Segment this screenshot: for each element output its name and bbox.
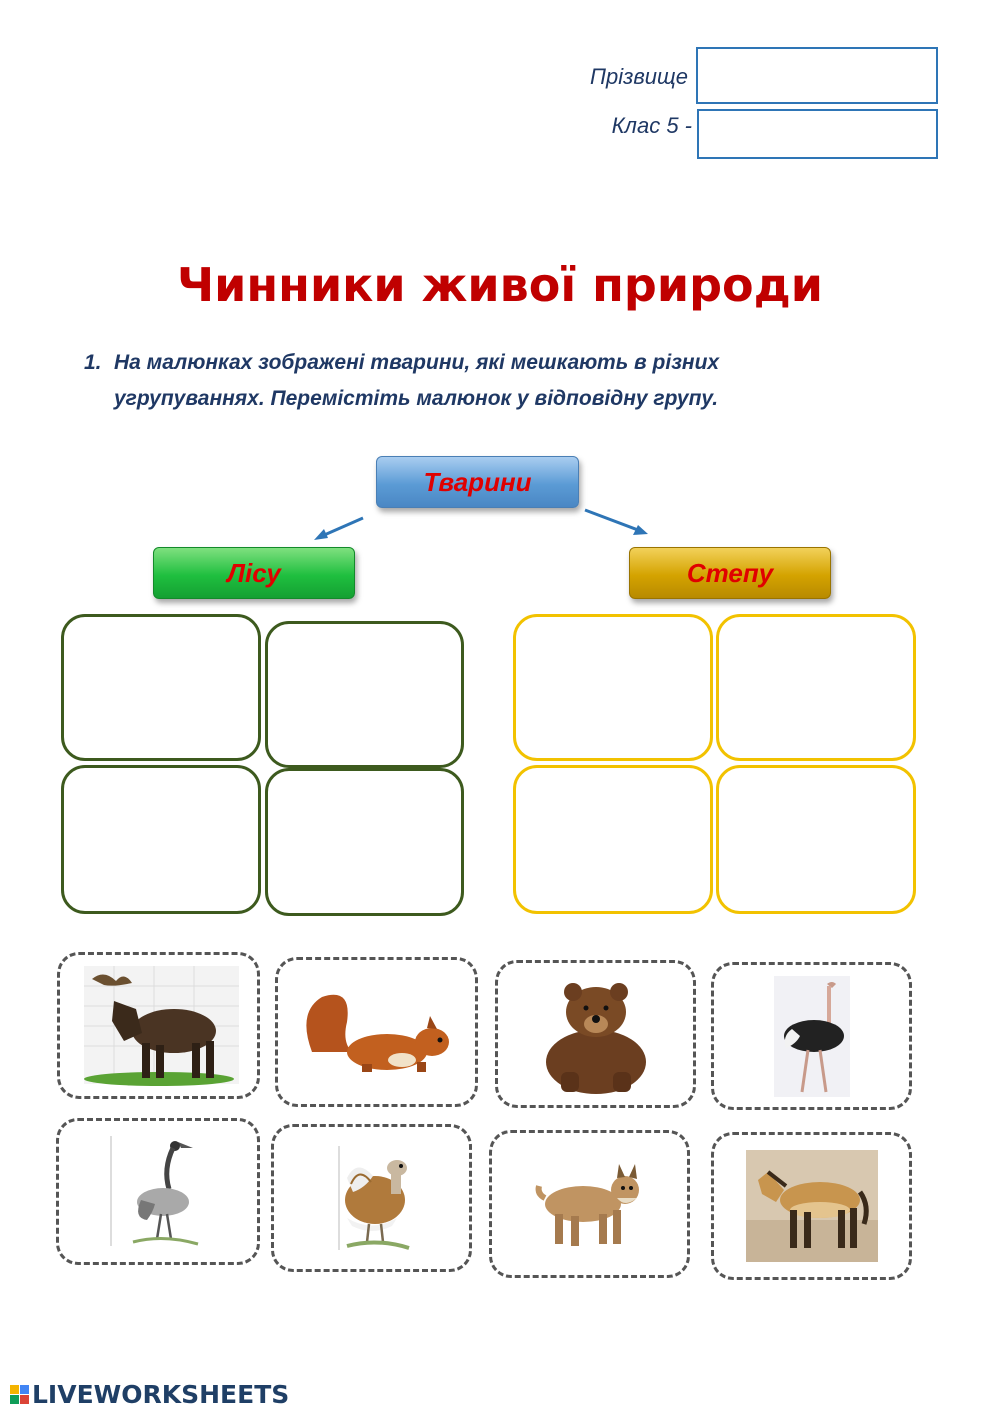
moose-image	[74, 961, 244, 1091]
instruction-line-2: угрупуваннях. Перемістіть малюнок у відповідну групу.	[114, 387, 719, 410]
crane-image	[103, 1134, 213, 1249]
steppe-drop-zone-1[interactable]	[513, 614, 713, 761]
forest-drop-zone-2[interactable]	[265, 621, 464, 768]
card-bear[interactable]	[495, 960, 696, 1108]
steppe-drop-zone-2[interactable]	[716, 614, 916, 761]
wild-horse-image	[746, 1150, 878, 1262]
instruction-number: 1.	[84, 351, 102, 374]
page-title: Чинники живої природи	[176, 258, 824, 312]
forest-drop-zone-3[interactable]	[61, 765, 261, 914]
category-forest: Лісу	[153, 547, 355, 599]
card-ostrich[interactable]	[711, 962, 912, 1110]
card-moose[interactable]	[57, 952, 260, 1099]
surname-input[interactable]	[696, 47, 938, 104]
instruction	[84, 345, 844, 417]
card-crane[interactable]	[56, 1118, 260, 1265]
category-steppe: Степу	[629, 547, 831, 599]
surname-label: Прізвище	[590, 64, 688, 89]
lynx-image	[525, 1154, 655, 1254]
squirrel-image	[292, 982, 462, 1082]
steppe-drop-zone-3[interactable]	[513, 765, 713, 914]
class-input[interactable]	[697, 109, 938, 159]
bustard-image	[317, 1138, 427, 1258]
card-bustard[interactable]	[271, 1124, 472, 1272]
liveworksheets-logo	[10, 1380, 289, 1409]
card-squirrel[interactable]	[275, 957, 478, 1107]
class-label: Клас 5 -	[611, 113, 692, 138]
category-animals: Тварини	[376, 456, 579, 508]
ostrich-image	[772, 974, 852, 1099]
forest-drop-zone-4[interactable]	[265, 768, 464, 916]
bear-image	[531, 972, 661, 1097]
arrow-right-icon	[585, 510, 648, 535]
logo-blocks-icon	[10, 1385, 29, 1404]
steppe-drop-zone-4[interactable]	[716, 765, 916, 914]
logo-text: LIVEWORKSHEETS	[32, 1380, 290, 1409]
forest-drop-zone-1[interactable]	[61, 614, 261, 761]
arrows	[300, 500, 670, 550]
arrow-left-icon	[314, 518, 363, 540]
card-horse[interactable]	[711, 1132, 912, 1280]
instruction-line-1: На малюнках зображені тварини, які мешкають в різних	[114, 351, 720, 374]
card-lynx[interactable]	[489, 1130, 690, 1278]
